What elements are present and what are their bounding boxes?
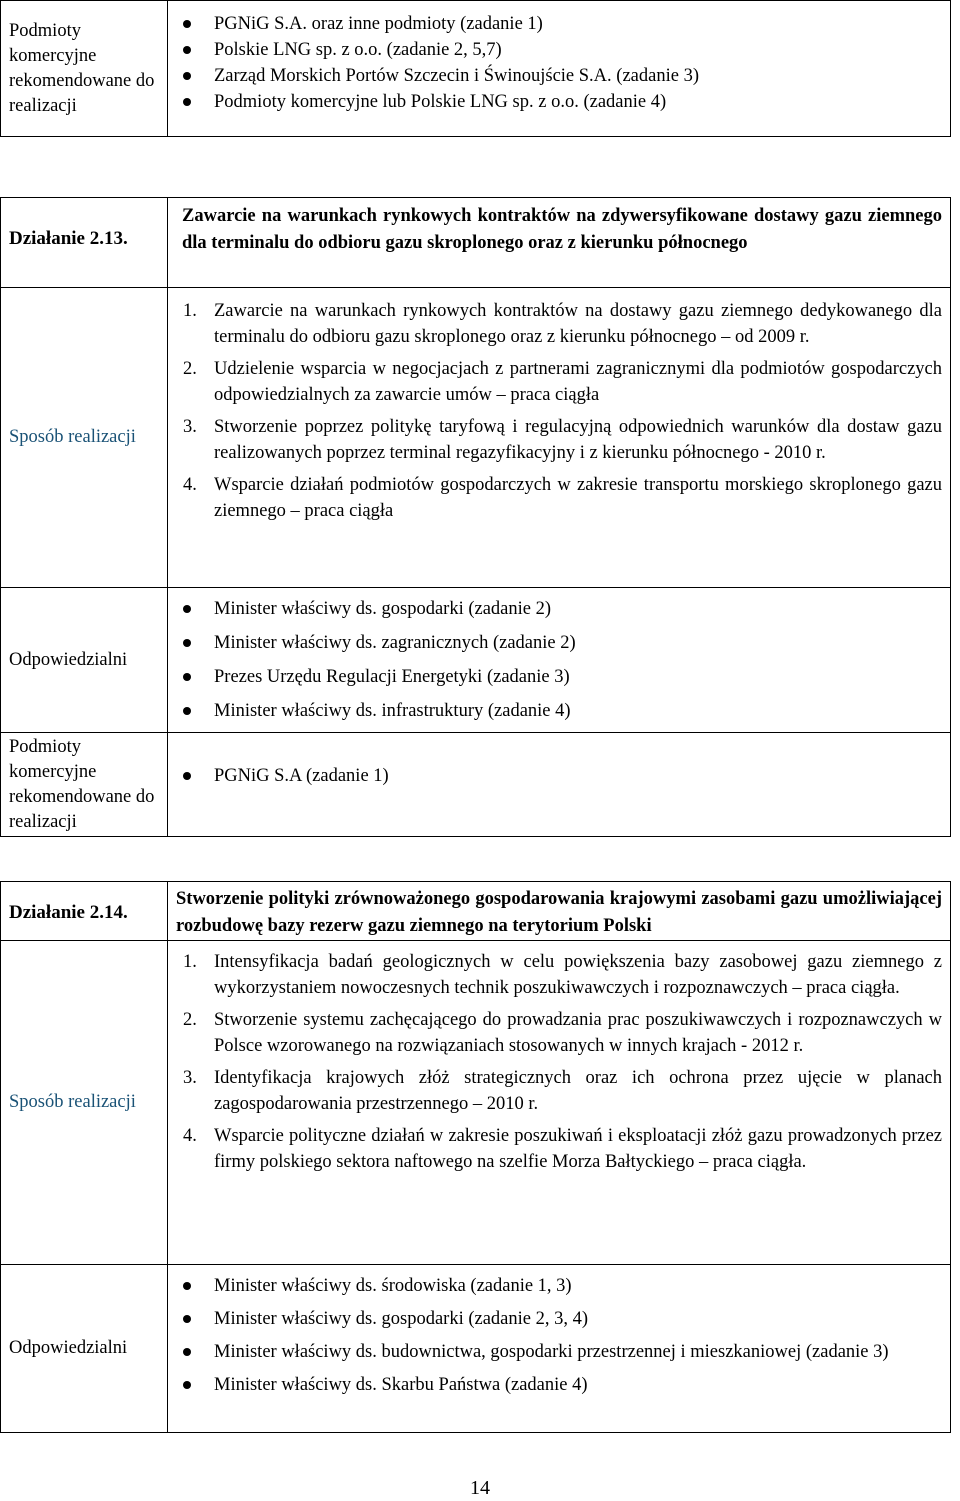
action-2-13 <box>0 197 960 837</box>
top-list <box>168 11 950 115</box>
action-2-14-table <box>0 881 951 1433</box>
odp-label-2-14: Odpowiedzialni <box>1 1265 168 1433</box>
action-2-14-heading-cell <box>168 882 951 941</box>
pod-cell-2-13 <box>168 733 951 837</box>
top-table <box>0 0 951 137</box>
entity-item: PGNiG S.A (zadanie 1) <box>168 763 942 789</box>
step-item <box>168 472 942 524</box>
step-number: 1. <box>183 952 197 972</box>
action-2-13-table <box>0 197 951 837</box>
top-section <box>0 0 960 137</box>
responsible-item: Minister właściwy ds. budownictwa, gospodarki przestrzennej i mieszkaniowej (zadanie 3) <box>168 1339 942 1365</box>
step-item <box>168 1123 942 1175</box>
step-text: Udzielenie wsparcia w negocjacjach z partnerami zagranicznymi dla podmiotów gospodarczych odpowiedzialnych za zawarcie umów – praca ciągła <box>214 359 942 405</box>
odp-list-2-14 <box>168 1273 942 1398</box>
odp-cell-2-14 <box>168 1265 951 1433</box>
step-number: 3. <box>183 417 197 437</box>
sposob-label-2-13: Sposób realizacji <box>1 288 168 588</box>
top-items-cell <box>168 1 951 137</box>
step-item <box>168 1065 942 1117</box>
sposob-cell-2-13 <box>168 288 951 588</box>
responsible-item: Minister właściwy ds. środowiska (zadanie 1, 3) <box>168 1273 942 1299</box>
step-item <box>168 298 942 350</box>
step-text: Wsparcie działań podmiotów gospodarczych w zakresie transportu morskiego skroplonego gazu ziemnego – praca ciągła <box>214 475 942 521</box>
step-text: Stworzenie poprzez politykę taryfową i regulacyjną odpowiednich warunków dla dostaw gazu realizowanych poprzez terminal regazyfikacyjny i z kierunku północnego - 2010 r. <box>214 417 942 463</box>
step-text: Zawarcie na warunkach rynkowych kontraktów na dostawy gazu ziemnego dedykowanego dla terminalu do odbioru gazu skroplonego oraz z kierunku północnego – od 2009 r. <box>214 301 942 347</box>
odp-label-2-13: Odpowiedzialni <box>1 588 168 733</box>
step-text: Stworzenie systemu zachęcającego do prowadzania prac poszukiwawczych i rozpoznawczych w Polsce wzorowanego na rozwiązaniach stosowanych w innych krajach - 2012 r. <box>214 1010 942 1056</box>
pod-label-2-13: Podmioty komercyjne rekomendowane do realizacji <box>1 733 168 837</box>
responsible-item: Minister właściwy ds. gospodarki (zadanie 2) <box>168 596 942 622</box>
step-number: 4. <box>183 1126 197 1146</box>
top-list-item: Zarząd Morskich Portów Szczecin i Świnoujście S.A. (zadanie 3) <box>168 63 950 89</box>
odp-list-2-13 <box>168 596 942 724</box>
step-text: Intensyfikacja badań geologicznych w celu powiększenia bazy zasobowej gazu ziemnego z wykorzystaniem nowoczesnych technik poszukiwawczych i rozpoznawczych – praca ciągła. <box>214 952 942 998</box>
responsible-item: Minister właściwy ds. Skarbu Państwa (zadanie 4) <box>168 1372 942 1398</box>
step-number: 1. <box>183 301 197 321</box>
step-number: 4. <box>183 475 197 495</box>
responsible-item: Prezes Urzędu Regulacji Energetyki (zadanie 3) <box>168 664 942 690</box>
top-list-item: Podmioty komercyjne lub Polskie LNG sp. z o.o. (zadanie 4) <box>168 89 950 115</box>
step-item <box>168 414 942 466</box>
action-2-14 <box>0 881 960 1433</box>
step-text: Identyfikacja krajowych złóż strategicznych oraz ich ochrona przez ujęcie w planach zagospodarowania przestrzennego – 2010 r. <box>214 1068 942 1114</box>
step-item <box>168 949 942 1001</box>
odp-cell-2-13 <box>168 588 951 733</box>
action-2-13-heading: Zawarcie na warunkach rynkowych kontraktów na zdywersyfikowane dostawy gazu ziemnego dla terminalu do odbioru gazu skroplonego oraz z kierunku północnego <box>182 206 942 253</box>
pod-list-2-13 <box>168 763 942 789</box>
sposob-cell-2-14 <box>168 941 951 1265</box>
responsible-item: Minister właściwy ds. gospodarki (zadanie 2, 3, 4) <box>168 1306 942 1332</box>
top-list-item: Polskie LNG sp. z o.o. (zadanie 2, 5,7) <box>168 37 950 63</box>
action-2-13-title: Działanie 2.13. <box>1 198 168 288</box>
step-number: 2. <box>183 359 197 379</box>
top-list-item: PGNiG S.A. oraz inne podmioty (zadanie 1) <box>168 11 950 37</box>
step-text: Wsparcie polityczne działań w zakresie poszukiwań i eksploatacji złóż gazu prowadzonych przez firmy polskiego sektora naftowego na szelfie Morza Bałtyckiego – praca ciągła. <box>214 1126 942 1172</box>
step-number: 3. <box>183 1068 197 1088</box>
step-number: 2. <box>183 1010 197 1030</box>
step-item <box>168 356 942 408</box>
sposob-label-2-14: Sposób realizacji <box>1 941 168 1265</box>
steps-2-13 <box>168 298 942 524</box>
action-2-14-title: Działanie 2.14. <box>1 882 168 941</box>
step-item <box>168 1007 942 1059</box>
action-2-14-heading: Stworzenie polityki zrównoważonego gospodarowania krajowymi zasobami gazu umożliwiającej rozbudowę bazy rezerw gazu ziemnego na terytorium Polski <box>176 889 942 936</box>
responsible-item: Minister właściwy ds. infrastruktury (zadanie 4) <box>168 698 942 724</box>
responsible-item: Minister właściwy ds. zagranicznych (zadanie 2) <box>168 630 942 656</box>
page-number: 14 <box>470 1477 490 1499</box>
top-label: Podmioty komercyjne rekomendowane do realizacji <box>1 1 168 137</box>
action-2-13-heading-cell <box>168 198 951 288</box>
steps-2-14 <box>168 949 942 1175</box>
